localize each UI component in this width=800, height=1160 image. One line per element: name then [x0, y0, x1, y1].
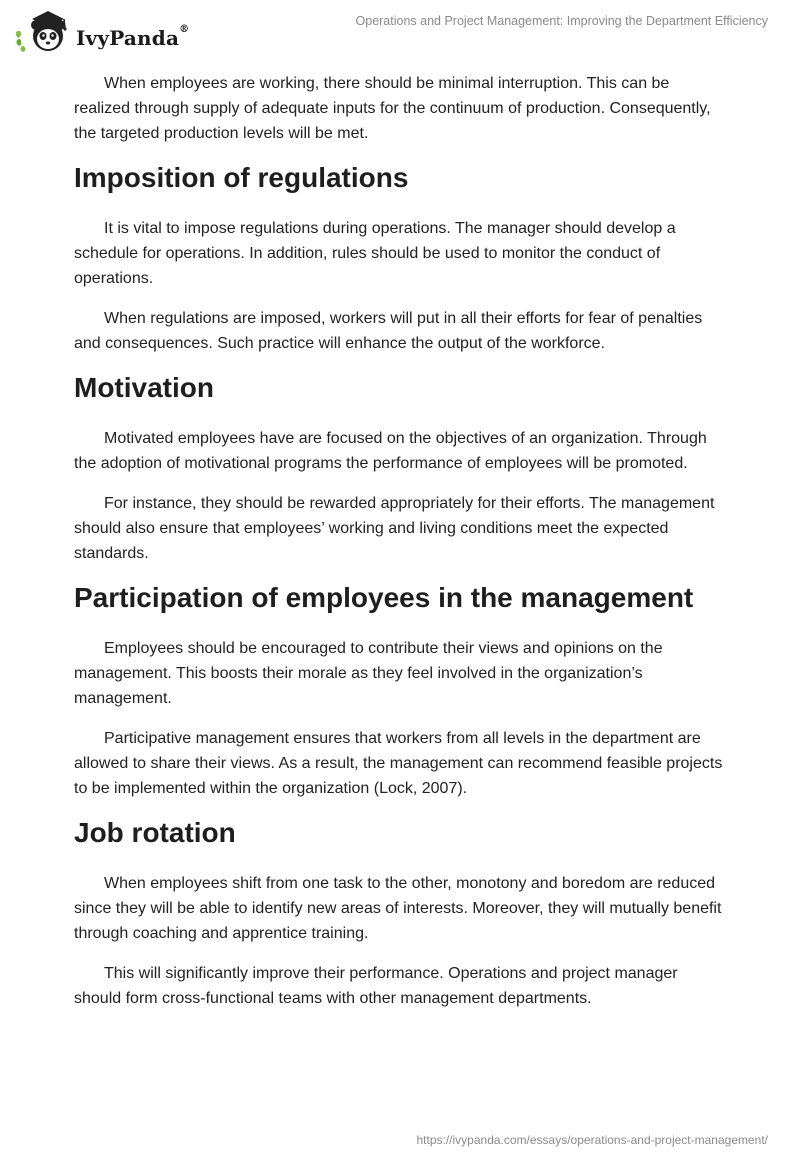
- paragraph: It is vital to impose regulations during operations. The manager should develop a schedule for operations. In addition, rules should be used to monitor the conduct of operations.: [74, 220, 676, 287]
- ivypanda-logo[interactable]: [14, 8, 204, 56]
- intro-paragraph: When employees are working, there should be minimal interruption. This can be realized through supply of adequate inputs for the continuum of production. Consequently, the targeted production levels will be met.: [74, 75, 711, 142]
- running-title: Operations and Project Management: Improving the Department Efficiency: [355, 14, 768, 28]
- paragraph: This will significantly improve their performance. Operations and project manager should form cross-functional teams with other management departments.: [74, 965, 678, 1007]
- paragraph: Participative management ensures that workers from all levels in the department are allowed to share their views. As a result, the management can recommend feasible projects to be implemented within the organization (Lock, 2007).: [74, 730, 723, 797]
- page-header: [0, 0, 800, 64]
- paragraph: For instance, they should be rewarded appropriately for their efforts. The management should also ensure that employees’ working and living conditions meet the expected standards.: [74, 495, 715, 562]
- source-url[interactable]: https://ivypanda.com/essays/operations-and-project-management/: [416, 1133, 768, 1147]
- logo-wordmark: IvyPanda®: [76, 24, 190, 50]
- section-heading-motivation: Motivation: [74, 372, 214, 403]
- paragraph: When employees shift from one task to the other, monotony and boredom are reduced since they will be able to identify new areas of interests. Moreover, they will mutually benefit through coaching and apprentice training.: [74, 875, 722, 942]
- section-heading-participation: Participation of employees in the management: [74, 582, 694, 613]
- paragraph: Motivated employees have are focused on the objectives of an organization. Through the adoption of motivational programs the performance of employees will be promoted.: [74, 430, 707, 472]
- paragraph: When regulations are imposed, workers will put in all their efforts for fear of penalties and consequences. Such practice will enhance the output of the workforce.: [74, 310, 703, 352]
- section-heading-job-rotation: Job rotation: [74, 817, 236, 848]
- panda-graduate-icon: [14, 8, 76, 56]
- section-heading-regulations: Imposition of regulations: [74, 162, 409, 193]
- essay-body: [74, 71, 726, 1026]
- paragraph: Employees should be encouraged to contribute their views and opinions on the management. This boosts their morale as they feel involved in the organization’s management.: [74, 640, 663, 707]
